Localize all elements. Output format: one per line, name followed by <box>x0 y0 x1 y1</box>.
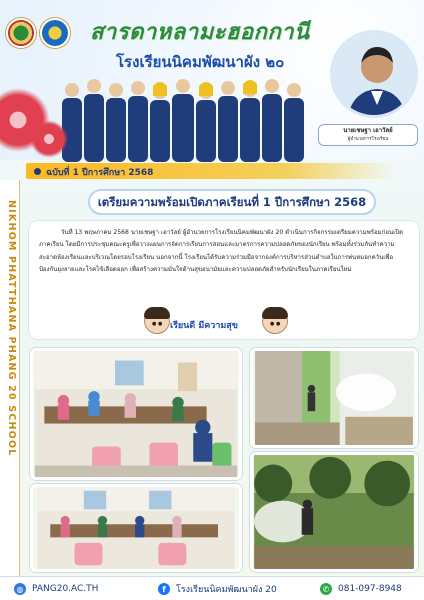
article-headline: เตรียมความพร้อมเปิดภาคเรียนที่ 1 ปีการศึกษา 2568 <box>88 189 376 215</box>
website-text: PANG20.AC.TH <box>32 584 99 594</box>
director-role: ผู้อำนวยการโรงเรียน <box>347 137 389 142</box>
slogan: เรียนดี มีความสุข <box>170 321 238 331</box>
issue-label: ฉบับที่ 1 ปีการศึกษา 2568 <box>46 168 154 178</box>
footer-phone[interactable] <box>320 582 402 596</box>
globe-icon: ◍ <box>14 583 26 595</box>
school-name: โรงเรียนนิคมพัฒนาผัง ๒๐ <box>116 53 285 71</box>
side-school-name: NIKHOM PHATTHANA PHANG 20 SCHOOL <box>6 200 17 457</box>
bullet-icon <box>34 168 41 175</box>
article-body: วันที่ 13 พฤษภาคม 2568 นายเชษฐา เอาวัลย์ ผู้อำนวยการโรงเรียนนิคมพัฒนาผัง 20 ดำเนินการกิจกรรมเตรียมความพร้อมก่อนเปิดภาคเรียน โดยมีการประชุมคณะครูเพื่อวางแผนการจัดการเรียนการสอนและมาตรการความปลอดภัยของนักเรียน พร้อมทั้งร่วมกันทำความสะอาดห้องเรียนและบริเวณโดยรอบโรงเรียน นอกจากนี้ โรงเรียนได้รับความร่วมมือจากองค์การบริหารส่วนตำบลในการพ่นหมอกควันเพื่อป้องกันยุงลายและโรคไข้เลือดออก เพื่อสร้างความมั่นใจด้านสุขอนามัยและความปลอดภัยสำหรับนักเรียนในภาคเรียนใหม่ <box>39 229 404 274</box>
school-logo <box>6 18 36 48</box>
footer <box>0 576 424 600</box>
facebook-text: โรงเรียนนิคมพัฒนาผัง 20 <box>176 585 277 595</box>
boy-cartoon-icon: ● ● <box>144 308 170 334</box>
red-flower-decoration-small <box>30 120 68 158</box>
footer-facebook[interactable] <box>158 582 277 596</box>
issue-bar <box>26 163 396 179</box>
staff-group-photo <box>58 76 308 162</box>
director-name: นายเชษฐา เอาวัลย์ <box>343 127 393 134</box>
newsletter-title: สารดาหลามะฮอกกานี <box>90 19 310 45</box>
meeting-photo-2 <box>30 484 242 572</box>
fogging-photo-1 <box>250 348 418 448</box>
footer-website[interactable] <box>14 582 98 596</box>
director-portrait <box>330 30 418 118</box>
ministry-logo <box>40 18 70 48</box>
meeting-photo-1 <box>30 348 242 480</box>
phone-icon: ✆ <box>320 583 332 595</box>
facebook-icon: f <box>158 583 170 595</box>
director-name-card <box>318 124 418 146</box>
phone-text: 081-097-8948 <box>338 584 402 594</box>
girl-cartoon-icon: ● ● <box>262 308 288 334</box>
newsletter-header <box>0 0 424 160</box>
fogging-photo-2 <box>250 452 418 572</box>
